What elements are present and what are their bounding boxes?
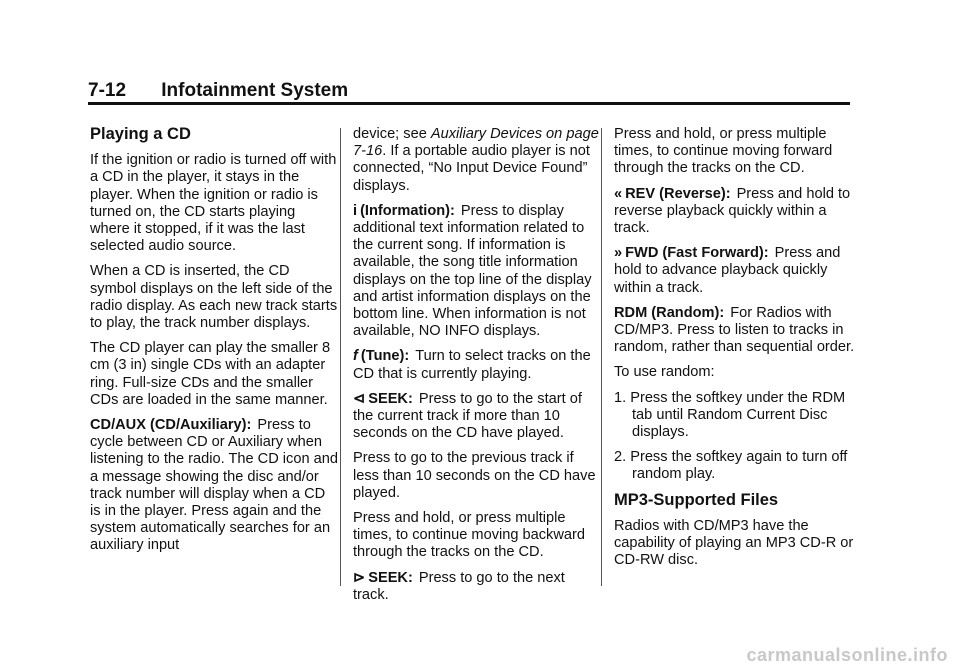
tune-paragraph: [353, 348, 601, 382]
tune-term: (Tune):: [360, 348, 410, 365]
text: . If a portable audio player is not connected, “No Input Device Found” displays.: [353, 143, 590, 194]
seek-forward-icon: ⊳: [353, 569, 366, 586]
list-item: 2. Press the softkey again to turn off random play.: [614, 449, 848, 483]
seek-fwd-paragraph: [353, 570, 601, 604]
reverse-icon: «: [614, 185, 623, 202]
rev-text: Press and hold to reverse playback quickly within a track.: [614, 185, 851, 237]
rev-paragraph: [614, 186, 862, 238]
random-steps-list: [614, 390, 862, 484]
rdm-text: For Radios with CD/MP3. Press to listen to tracks in random, rather than sequential order.: [614, 304, 855, 356]
tune-icon: f: [353, 348, 358, 365]
fast-forward-icon: »: [614, 245, 623, 262]
info-paragraph: [353, 203, 601, 341]
heading-mp3-supported-files: MP3-Supported Files: [614, 490, 779, 509]
seek-back-text: Press to go to the start of the current track if more than 10 seconds on the CD have played.: [353, 390, 582, 442]
text: device; see: [353, 126, 427, 142]
paragraph: Radios with CD/MP3 have the capability of playing an MP3 CD-R or CD-RW disc.: [614, 517, 854, 569]
column-1: [90, 126, 338, 563]
fwd-paragraph: [614, 245, 862, 297]
cd-aux-paragraph: [90, 417, 338, 555]
cd-aux-term: CD/AUX (CD/Auxiliary):: [90, 417, 252, 434]
tune-text: Turn to select tracks on the CD that is currently playing.: [353, 348, 591, 382]
paragraph: Press and hold, or press multiple times, to continue moving backward through the tracks on the CD.: [353, 510, 585, 561]
paragraph: Press to go to the previous track if less than 10 seconds on the CD have played.: [353, 450, 596, 501]
rev-term: REV (Reverse):: [625, 185, 731, 202]
column-divider: [601, 128, 602, 586]
list-item: 1. Press the softkey under the RDM tab until Random Current Disc displays.: [614, 389, 846, 441]
rdm-paragraph: [614, 305, 862, 357]
heading-playing-a-cd: Playing a CD: [90, 125, 191, 143]
column-divider: [340, 128, 341, 586]
paragraph: Press and hold, or press multiple times, to continue moving forward through the tracks on the CD.: [614, 126, 833, 177]
info-icon: i: [353, 202, 358, 219]
aux-paragraph: [353, 126, 601, 195]
seek-term: SEEK:: [368, 390, 413, 407]
section-title: Infotainment System: [161, 80, 349, 101]
paragraph: When a CD is inserted, the CD symbol displays on the left side of the radio display. As each new track starts to play, the track number displays.: [90, 263, 338, 332]
fwd-term: FWD (Fast Forward):: [625, 245, 769, 262]
watermark: carmanualsonline.info: [746, 645, 948, 665]
cross-reference: Auxiliary Devices on page 7-16: [353, 126, 599, 160]
rdm-term: RDM (Random):: [614, 304, 725, 321]
fwd-text: Press and hold to advance playback quickly within a track.: [614, 245, 841, 296]
paragraph: To use random:: [614, 364, 715, 381]
column-3: [614, 126, 862, 577]
info-term: (Information):: [360, 202, 455, 219]
seek-back-icon: ⊲: [353, 390, 366, 407]
paragraph: The CD player can play the smaller 8 cm (3 in) single CDs with an adapter ring. Full-size CDs and the smaller CDs are loaded in the same manner.: [90, 340, 331, 408]
seek-back-paragraph: [353, 391, 601, 443]
paragraph: If the ignition or radio is turned off with a CD in the player, it stays in the player. When the ignition or radio is turned on, the CD starts playing where it stopped, if it was the last selected audio source.: [90, 152, 337, 255]
page-number: 7-12: [88, 80, 127, 101]
header-rule: [88, 102, 850, 105]
info-text: Press to display additional text information related to the current song. If information is available, the song title information displays on the top line of the display and artist information displays on the bottom line. When information is not available, NO INFO displays.: [353, 202, 592, 340]
page-header: [88, 80, 348, 102]
cd-aux-text: Press to cycle between CD or Auxiliary when listening to the radio. The CD icon and a message showing the disc and/or track number will display when a CD is in the player. Press again and the system automatically searches for an auxiliary input: [90, 417, 338, 554]
column-2: [353, 126, 601, 612]
seek-fwd-text: Press to go to the next track.: [353, 569, 565, 603]
seek-term: SEEK:: [368, 569, 413, 586]
